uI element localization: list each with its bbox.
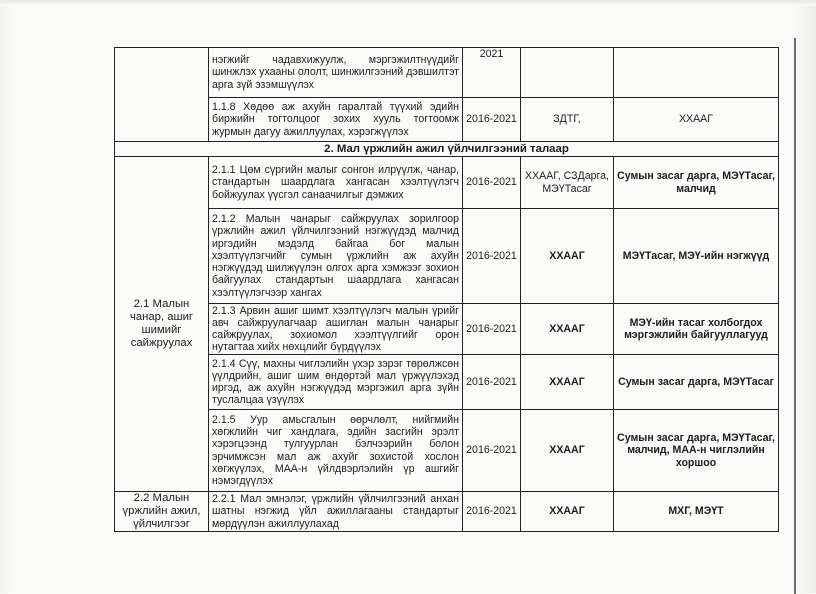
partners-cell: МЭҮ-ийн тасаг холбогдох мэргэжлийн байгууллагууд — [614, 304, 779, 355]
activity-cell: нэгжийг чадавхижуулж, мэргэжилтнүүдийг шинжлэх ухааны ололт, шинжилгээний дэвшилтэт арга зүй эзэмшүүлэх — [209, 48, 463, 98]
years-cell: 2016-2021 — [463, 410, 521, 492]
goal-cell: 2.2 Малын үржлийн ажил, үйлчилгээг — [115, 492, 209, 532]
partners-cell — [614, 48, 779, 98]
section-header-row — [115, 142, 779, 157]
table-row — [115, 355, 779, 410]
years-cell: 2016-2021 — [463, 355, 521, 410]
partners-cell: Сумын засаг дарга, МЭҮТасаг, малчид — [614, 157, 779, 209]
responsible-cell: ХХААГ — [521, 410, 614, 492]
scan-shadow-top — [0, 0, 816, 6]
table-row — [115, 209, 779, 304]
activity-cell: 2.1.3 Арвин ашиг шимт хээлтүүлэгч малын үрийг авч сайжруулагчаар ашиглан малын чанарыг сайжруулах, зохиомол хээлтүүлгийг орон нутагтаа хийх нөхцлийг бүрдүүлэх — [209, 304, 463, 355]
activity-cell: 2.2.1 Мал эмнэлэг, үржлийн үйлчилгээний анхан шатны нэгжид үйл ажиллагааны стандартыг мөрдүүлэн ажиллуулахад — [209, 492, 463, 532]
responsible-cell — [521, 48, 614, 98]
activity-cell: 2.1.4 Сүү, махны чиглэлийн үхэр зэрэг төрөлжсөн үүлдрийн, ашиг шим өндөртэй мал үржүүлэхэд иргэд, аж ахуйн нэгжүүдэд мэргэжил арга зүйн туслалцаа үзүүлэх — [209, 355, 463, 410]
responsible-cell: ХХААГ — [521, 492, 614, 532]
responsible-cell: ХХААГ — [521, 209, 614, 304]
table-row — [115, 492, 779, 532]
goal-cell-empty — [115, 48, 209, 142]
years-cell: 2016-2021 — [463, 98, 521, 142]
action-plan-table — [114, 47, 779, 532]
table-row — [115, 157, 779, 209]
years-cell: 2016-2021 — [463, 209, 521, 304]
table-row — [115, 410, 779, 492]
years-cell: 2016-2021 — [463, 304, 521, 355]
partners-cell: Сумын засаг дарга, МЭҮТасаг, малчид, МАА-н чиглэлийн хоршоо — [614, 410, 779, 492]
activity-cell: 2.1.2 Малын чанарыг сайжруулах зорилгоор үржлийн ажил үйлчилгээний нэгжүүдэд малчид иргэдийн мэдэлд байгаа бог малын хээлтүүлэгчийг сумын үржлийн аж ахуйн нэгжүүдэд шилжүүлэн олгох арга хэмжээг зохион байгуулах стандартын шаардлага хангасан хээлтүүлэгчээр хангах — [209, 209, 463, 304]
partners-cell: МХГ, МЭҮТ — [614, 492, 779, 532]
years-cell: 2016-2021 — [463, 492, 521, 532]
section-title: 2. Мал үржлийн ажил үйлчилгээний талаар — [115, 142, 779, 157]
years-cell: 2016-2021 — [463, 157, 521, 209]
activity-cell: 2.1.5 Уур амьсгалын өөрчлөлт, нийгмийн хөгжлийн чиг хандлага, эдийн засгийн эрэлт хэрэгцээнд тулгуурлан бэлчээрийн болон эрчимжсэн мал аж ахуйг зохистой хослон хөгжүүлэх, МАА-н үйлдвэрлэлийн үр ашгийг нэмэгдүүлэх — [209, 410, 463, 492]
partners-cell: ХХААГ — [614, 98, 779, 142]
scan-edge-line — [794, 38, 796, 594]
partners-cell: Сумын засаг дарга, МЭҮТасаг — [614, 355, 779, 410]
partners-cell: МЭҮТасаг, МЭҮ-ийн нэгжүүд — [614, 209, 779, 304]
table-row — [115, 304, 779, 355]
responsible-cell: ХХААГ — [521, 355, 614, 410]
table-row — [115, 48, 779, 98]
responsible-cell: ЗДТГ, — [521, 98, 614, 142]
goal-cell: 2.1 Малын чанар, ашиг шимийг сайжруулах — [115, 157, 209, 492]
activity-cell: 1.1.8 Хөдөө аж ахуйн гаралтай түүхий эдийн биржийн тогтолцоог зохих хууль тогтоомж журмын дагуу ажиллуулах, хэрэгжүүлэх — [209, 98, 463, 142]
table-row — [115, 98, 779, 142]
years-cell: 2021 — [463, 48, 521, 98]
responsible-cell: ХХААГ — [521, 304, 614, 355]
activity-cell: 2.1.1 Цөм сүргийн малыг сонгон илрүүлж, чанар, стандартын шаардлага хангасан хээлтүүлэгч бойжуулах үүсгэл санаачилгыг дэмжих — [209, 157, 463, 209]
responsible-cell: ХХААГ, СЗДарга, МЭҮТасаг — [521, 157, 614, 209]
